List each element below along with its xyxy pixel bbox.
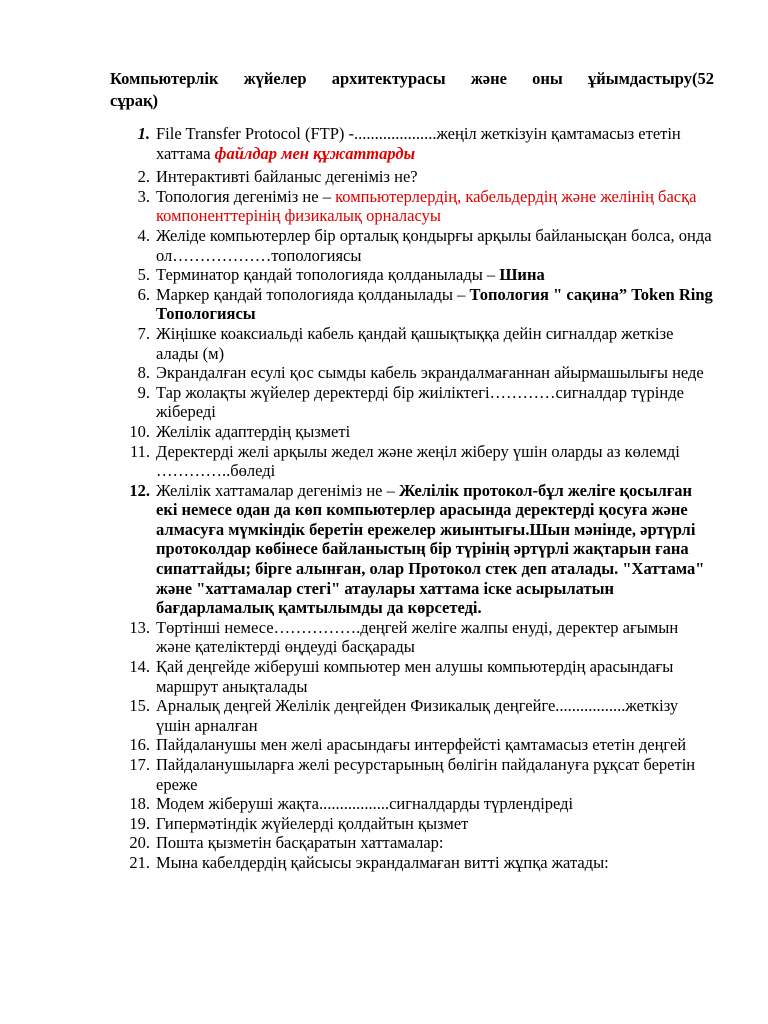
question-11 (110, 442, 714, 481)
question-text: Жіңішке коаксиальді кабель қандай қашықтыққа дейін сигналдар жеткізе алады (м) (156, 323, 674, 363)
answer-text: Шина (499, 265, 545, 285)
question-text: Төртінші немесе…………….деңгей желіге жалпы енуді, деректер ағымын және қателіктерді өңдеуді басқарады (156, 617, 679, 657)
question-text: Маркер қандай топологияда қолданылады – (156, 284, 470, 304)
question-13 (110, 618, 714, 657)
question-number: 5. (137, 265, 150, 285)
question-text: Пайдаланушы мен желі арасындағы интерфейсті қамтамасыз ететін деңгей (156, 735, 687, 755)
title-line-2: сұрақ) (110, 91, 159, 110)
question-list (110, 124, 714, 873)
answer-text: компьютерлердің, кабельдердің және желінің басқа компоненттерінің физикалық орналасуы (156, 186, 697, 226)
question-12 (110, 481, 714, 618)
question-text: Деректерді желі арқылы жедел және жеңіл жіберу үшін оларды аз көлемді …………..бөледі (156, 441, 680, 481)
question-number: 4. (137, 225, 150, 245)
question-14 (110, 657, 714, 696)
question-text: File Transfer Protocol (FTP) -....................жеңіл жеткізуін қамтамасыз ететін хаттама (156, 124, 681, 163)
question-18 (110, 794, 714, 814)
question-number: 19. (129, 813, 150, 833)
question-17 (110, 755, 714, 794)
answer-text: файлдар мен құжаттарды (214, 143, 416, 163)
question-6 (110, 285, 714, 324)
question-text: Интерактивті байланыс дегеніміз не? (156, 167, 418, 187)
question-text: Терминатор қандай топологияда қолданылады – (156, 265, 500, 285)
question-3 (110, 187, 714, 226)
question-text: Арналық деңгей Желілік деңгейден Физикалық деңгейге.................жеткізу үшін арналған (156, 696, 679, 735)
question-8 (110, 363, 714, 383)
question-number: 9. (137, 382, 150, 402)
question-21 (110, 853, 714, 873)
answer-text: Желілік протокол-бұл желіге қосылған екі немесе одан да көп компьютерлер арасында деректерді қосуға және алмасуға мүмкіндік беретін ережелер жиынтығы.Шын мәнінде, әртүрлі протоколдар көбінесе байланыстың бір түрінің әртүрлі жақтарын ғана сипаттайды; бірге алынған, олар Протокол стек деп аталады. "Хаттама" және "хаттамалар стегі" атаулары хаттама іске асырылатын бағдарламалық қамтылымды да көрсетеді. (156, 480, 705, 618)
question-text: Желілік хаттамалар дегеніміз не – (156, 480, 399, 500)
question-number: 6. (137, 284, 150, 304)
question-9 (110, 383, 714, 422)
document-title (110, 68, 714, 112)
question-number: 18. (129, 794, 150, 814)
question-number: 14. (129, 657, 150, 677)
title-line-1: Компьютерлік жүйелер архитектурасы және оны ұйымдастыру(52 (110, 69, 714, 88)
question-7 (110, 324, 714, 363)
question-number: 13. (129, 617, 150, 637)
question-15 (110, 696, 714, 735)
question-2 (110, 167, 714, 187)
question-text: Модем жіберуші жақта.................сигналдарды түрлендіреді (156, 794, 574, 814)
question-text: Тар жолақты жүйелер деректерді бір жиіліктегі…………сигналдар түрінде жібереді (156, 382, 684, 422)
question-number: 16. (129, 735, 150, 755)
question-number: 11. (129, 441, 150, 461)
question-text: Желіде компьютерлер бір орталық қондырғы арқылы байланысқан болса, онда ол………………топологиясы (156, 225, 712, 265)
question-number: 8. (137, 363, 150, 383)
question-4 (110, 226, 714, 265)
question-number: 1. (137, 124, 150, 143)
answer-text: Топология " сақина” Token Ring Топологиясы (156, 284, 713, 324)
question-16 (110, 735, 714, 755)
question-text: Топология дегеніміз не – (156, 186, 336, 206)
question-19 (110, 814, 714, 834)
question-number: 10. (129, 421, 150, 441)
question-20 (110, 833, 714, 853)
question-10 (110, 422, 714, 442)
question-number: 17. (129, 755, 150, 774)
question-text: Қай деңгейде жіберуші компьютер мен алушы компьютердің арасындағы маршрут анықталады (156, 657, 674, 696)
question-text: Желілік адаптердің қызметі (156, 421, 351, 441)
question-5 (110, 265, 714, 285)
question-number: 15. (129, 696, 150, 716)
question-text: Пошта қызметін басқаратын хаттамалар: (156, 833, 444, 853)
question-text: Экрандалған есулі қос сымды кабель экрандалмағаннан айырмашылығы неде (156, 363, 704, 383)
question-text: Гипермәтіндік жүйелерді қолдайтын қызмет (156, 813, 469, 833)
question-text: Мына кабелдердің қайсысы экрандалмаған витті жұпқа жатады: (156, 852, 609, 872)
question-number: 2. (137, 167, 150, 187)
question-1 (110, 124, 714, 163)
question-number: 12. (129, 480, 150, 500)
question-text: Пайдаланушыларға желі ресурстарының бөлігін пайдалануға рұқсат беретін ереже (156, 755, 696, 794)
question-number: 3. (137, 186, 150, 206)
question-number: 7. (137, 323, 150, 343)
question-number: 20. (129, 833, 150, 853)
question-number: 21. (129, 852, 150, 872)
